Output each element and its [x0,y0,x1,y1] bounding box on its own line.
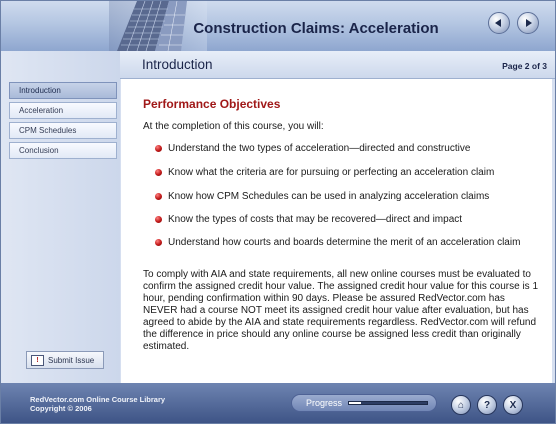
submit-issue-label: Submit Issue [48,355,95,365]
page-indicator: Page 2 of 3 [502,61,547,71]
sidebar-item-conclusion[interactable]: Conclusion [9,142,117,159]
library-name: RedVector.com Online Course Library [30,395,166,404]
list-item [155,167,545,179]
objective-text: Know the types of costs that may be recovered—direct and impact [168,214,463,225]
sidebar-item-cpm-schedules[interactable]: CPM Schedules [9,122,117,139]
course-title: Construction Claims: Acceleration [193,20,439,37]
submit-issue-button[interactable] [26,351,104,369]
home-button[interactable] [451,395,471,415]
content-pane [121,79,552,383]
submit-issue-icon: ! [31,355,44,366]
objectives-heading: Performance Objectives [143,97,281,111]
footer-info [30,395,165,413]
objective-text: Know how CPM Schedules can be used in analyzing acceleration claims [168,191,490,202]
exit-button[interactable] [503,395,523,415]
list-item [155,214,545,226]
progress-label: Progress [306,398,343,408]
list-item [155,143,545,155]
sidebar-item-introduction[interactable]: Introduction [9,82,117,99]
section-title: Introduction [142,57,213,72]
copyright: Copyright © 2006 [30,404,92,413]
objective-text: Understand the two types of acceleration—directed and constructive [168,143,471,154]
footer [1,383,555,423]
left-arrow-icon [495,19,501,27]
progress-track [348,401,428,405]
right-arrow-icon [526,19,532,27]
progress-indicator [291,394,437,412]
help-icon: ? [483,399,491,411]
list-item [155,191,545,203]
bullet-icon [155,193,162,200]
back-button[interactable] [488,12,510,34]
header [1,1,555,51]
bullet-icon [155,145,162,152]
bullet-icon [155,239,162,246]
forward-button[interactable] [517,12,539,34]
section-bar [120,51,555,79]
progress-fill [349,402,361,404]
objective-text: Know what the criteria are for pursuing or perfecting an acceleration claim [168,167,495,178]
objective-text: Understand how courts and boards determine the merit of an acceleration claim [168,237,521,248]
objectives-intro: At the completion of this course, you will: [143,121,324,132]
list-item [155,237,545,249]
sidebar-item-acceleration[interactable]: Acceleration [9,102,117,119]
bullet-icon [155,216,162,223]
help-button[interactable] [477,395,497,415]
sidebar [1,51,120,383]
close-icon: X [509,399,517,411]
home-icon: ⌂ [457,399,465,411]
credit-notice-paragraph: To comply with AIA and state requirements, all new online courses must be evaluated to confirm the assigned credit hour value. The assigned credit hour value for this course is 1 hour, pending confirmation within 90 days. Please be assured RedVector.com has NEVER had a course NOT meet its assigned credit hour value after evaluation, but has agreed to abide by the AIA and state requirements regardless. RedVector.com will refund the difference in price should any online course be assigned less credit than originally estimated. [143,269,539,352]
bullet-icon [155,169,162,176]
